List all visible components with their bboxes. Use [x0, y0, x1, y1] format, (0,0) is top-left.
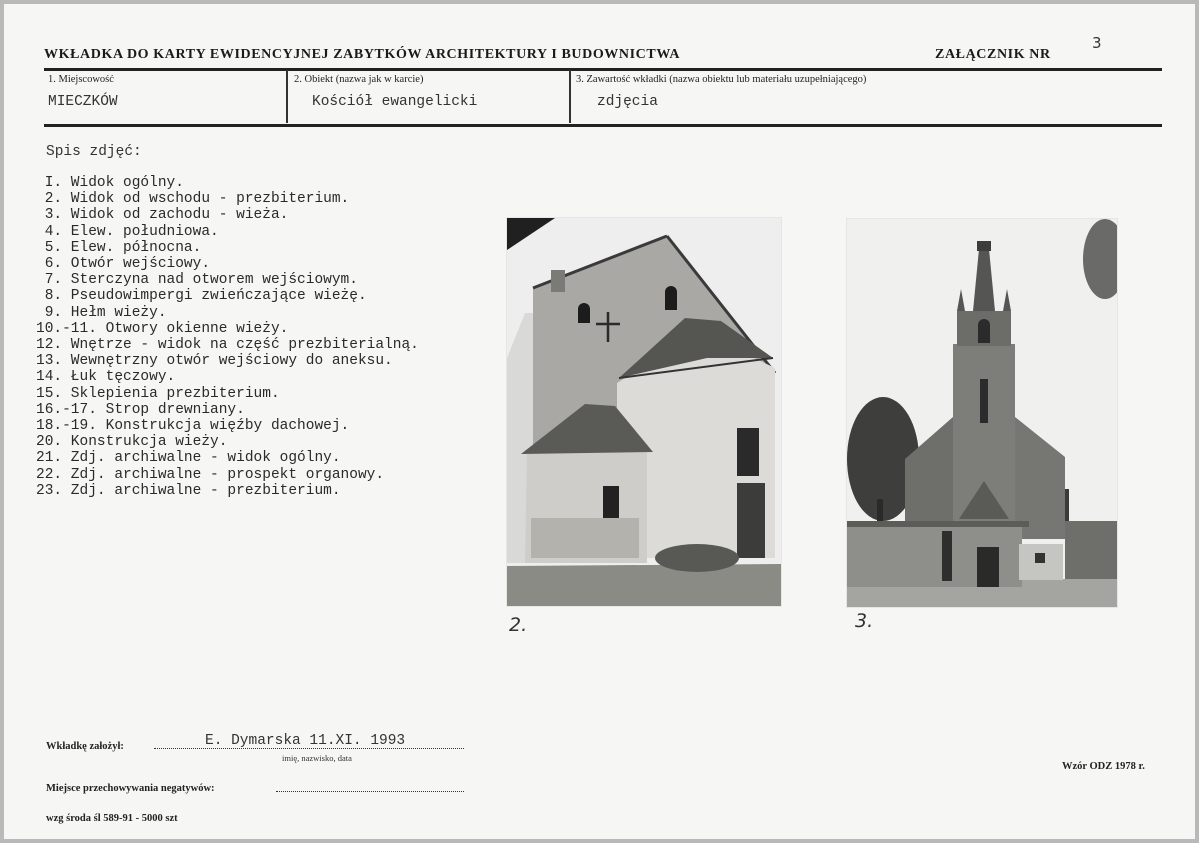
list-item: 3. Widok od zachodu - wieża.: [36, 207, 289, 224]
form-model: Wzór ODZ 1978 r.: [1062, 761, 1145, 772]
list-item: 4. Elew. południowa.: [36, 223, 219, 240]
field-label-content: 3. Zawartość wkładki (nazwa obiektu lub materiału uzupełniającego): [576, 74, 867, 85]
list-item: 16.-17. Strop drewniany.: [36, 401, 245, 418]
list-item: 5. Elew. północna.: [36, 239, 202, 256]
header-bottom-rule: [44, 124, 1162, 127]
photo-number-2: 2.: [509, 614, 528, 636]
field-value-object: Kościół ewangelicki: [312, 94, 478, 110]
list-item: 12. Wnętrze - widok na część prezbiterialną.: [36, 337, 419, 354]
list-item: 22. Zdj. archiwalne - prospekt organowy.: [36, 466, 385, 483]
list-item: I. Widok ogólny.: [36, 175, 184, 191]
photo-list-title: Spis zdjęć:: [46, 144, 142, 160]
list-item: 15. Sklepienia prezbiterium.: [36, 385, 280, 402]
negatives-location-dotted-line: [276, 789, 464, 792]
field-divider-1: [286, 70, 288, 123]
photo-church-tower-view: [846, 218, 1118, 608]
list-item: 2. Widok od wschodu - prezbiterium.: [36, 191, 350, 208]
list-item: 9. Hełm wieży.: [36, 304, 167, 321]
created-by-caption: imię, nazwisko, data: [282, 753, 352, 763]
field-divider-2: [569, 70, 571, 123]
list-item: 18.-19. Konstrukcja więźby dachowej.: [36, 418, 350, 435]
attachment-label: ZAŁĄCZNIK NR: [935, 47, 1051, 62]
field-value-locality: MIECZKÓW: [48, 94, 118, 110]
print-info: wzg środa śl 589-91 - 5000 szt: [46, 813, 178, 824]
list-item: 7. Sterczyna nad otworem wejściowym.: [36, 272, 358, 289]
list-item: 20. Konstrukcja wieży.: [36, 434, 228, 451]
list-item: 14. Łuk tęczowy.: [36, 369, 176, 386]
list-item: 21. Zdj. archiwalne - widok ogólny.: [36, 450, 341, 467]
list-item: 10.-11. Otwory okienne wieży.: [36, 320, 289, 337]
created-by-label: Wkładkę założył:: [46, 741, 124, 752]
photo-list: [36, 175, 419, 499]
list-item: 13. Wewnętrzny otwór wejściowy do aneksu.: [36, 353, 393, 370]
field-label-object: 2. Obiekt (nazwa jak w karcie): [294, 74, 424, 85]
field-label-locality: 1. Miejscowość: [48, 74, 114, 85]
header-top-rule: [44, 68, 1162, 71]
photo-number-3: 3.: [855, 610, 874, 632]
list-item: 23. Zdj. archiwalne - prezbiterium.: [36, 482, 341, 499]
negatives-location-label: Miejsce przechowywania negatywów:: [46, 783, 215, 794]
attachment-number: 3: [1092, 34, 1102, 52]
list-item: 6. Otwór wejściowy.: [36, 256, 211, 273]
photo-church-east-view: [506, 217, 782, 607]
form-title: WKŁADKA DO KARTY EWIDENCYJNEJ ZABYTKÓW ARCHITEKTURY I BUDOWNICTWA: [44, 47, 681, 62]
list-item: 8. Pseudowimpergi zwieńczające wieżę.: [36, 288, 367, 305]
created-by-value: E. Dymarska 11.XI. 1993: [205, 733, 406, 749]
field-value-content: zdjęcia: [597, 94, 658, 110]
